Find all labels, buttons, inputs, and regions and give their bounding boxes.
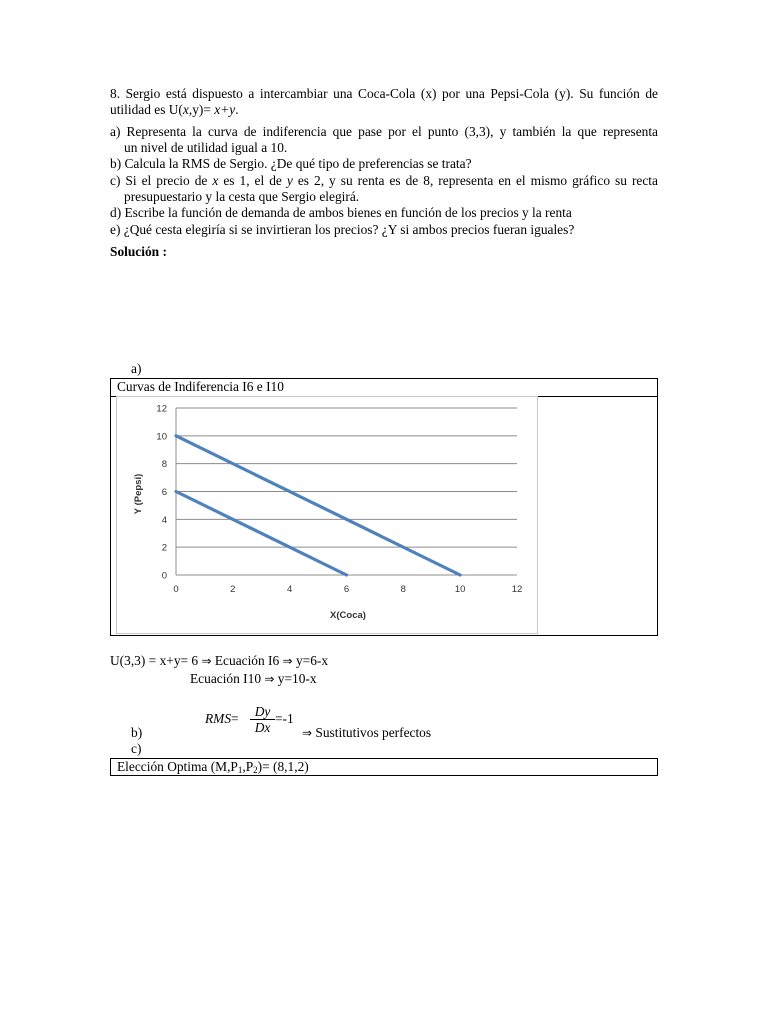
y-tick-label: 0 <box>161 570 167 582</box>
solucion-heading: Solución : <box>110 244 167 259</box>
chart-box-title: Curvas de Indiferencia I6 e I10 <box>117 379 284 394</box>
eleccion-sub1: 1 <box>237 765 243 775</box>
rms-conclusion <box>302 725 431 741</box>
section-c-label: c) <box>131 741 142 756</box>
utility-end: . <box>235 102 239 117</box>
question-c-y: y <box>286 173 293 188</box>
eleccion-optima <box>117 759 309 775</box>
y-tick-label: 8 <box>161 459 167 471</box>
equation-i6 <box>110 653 328 669</box>
question-c-text-1: c) Si el precio de <box>110 173 213 188</box>
x-tick-label: 6 <box>343 584 350 595</box>
x-axis-label: X(Coca) <box>330 610 366 621</box>
rms-text: RMS <box>205 711 232 726</box>
eleccion-box <box>110 758 658 776</box>
y-axis-label: Y (Pepsi) <box>133 473 144 515</box>
section-b-label: b) <box>131 725 143 740</box>
utility-prefix: utilidad es U( <box>110 102 183 117</box>
indifference-chart <box>116 396 538 634</box>
implies-arrow: ⇒ <box>201 654 212 668</box>
eq1-mid: Ecuación I6 <box>211 653 283 668</box>
rms-label <box>205 711 239 727</box>
eq1-left: U(3,3) = x+y= 6 <box>110 653 202 668</box>
y-tick-label: 2 <box>161 542 167 554</box>
rms-fraction <box>250 704 275 735</box>
question-c-x: x <box>212 173 219 188</box>
question-d: d) Escribe la función de demanda de ambos bienes en función de los precios y la renta <box>110 205 572 220</box>
utility-formula: x+y <box>214 102 236 117</box>
eq1-right: y=6-x <box>292 653 329 668</box>
implies-arrow: ⇒ <box>264 672 275 686</box>
rms-result: =-1 <box>275 711 294 726</box>
equation-i10 <box>190 671 317 687</box>
x-tick-label: 10 <box>454 584 466 595</box>
question-c-line-1 <box>110 173 658 189</box>
x-tick-label: 0 <box>173 584 179 595</box>
eleccion-prefix: Elección Optima (M,P <box>117 759 238 774</box>
y-tick-label: 12 <box>156 403 167 415</box>
eleccion-mid: ,P <box>242 759 254 774</box>
conclusion-text: Sustitutivos perfectos <box>312 725 432 740</box>
eleccion-sub2: 2 <box>253 765 258 775</box>
question-e: e) ¿Qué cesta elegiría si se invirtieran los precios? ¿Y si ambos precios fueran iguales? <box>110 222 575 237</box>
question-b: b) Calcula la RMS de Sergio. ¿De qué tipo de preferencias se trata? <box>110 156 472 171</box>
question-a-line-2: un nivel de utilidad igual a 10. <box>124 140 288 155</box>
x-tick-label: 4 <box>287 584 293 595</box>
problem-line-2 <box>110 102 658 118</box>
y-tick-label: 4 <box>161 514 167 526</box>
fraction-denominator: Dx <box>254 720 271 735</box>
eq2-left: Ecuación I10 <box>190 671 265 686</box>
eleccion-suffix: )= (8,1,2) <box>257 759 309 774</box>
utility-x: x <box>182 102 189 117</box>
question-c-line-2: presupuestario y la cesta que Sergio elegirá. <box>124 189 360 204</box>
y-tick-label: 6 <box>161 487 167 498</box>
chart-frame <box>117 397 538 634</box>
section-a-label: a) <box>131 361 142 376</box>
question-c-text-3: es 2, y su renta es de 8, representa en el mismo gráfico su recta <box>292 173 658 188</box>
problem-line-1: 8. Sergio está dispuesto a intercambiar una Coca-Cola (x) por una Pepsi-Cola (y). Su función de <box>110 86 658 101</box>
y-tick-label: 10 <box>156 431 167 443</box>
question-c-text-2: es 1, el de <box>218 173 287 188</box>
fraction-numerator: Dy <box>254 704 271 719</box>
question-a-line-1: a) Representa la curva de indiferencia que pase por el punto (3,3), y también la que representa <box>110 124 658 139</box>
implies-arrow: ⇒ <box>302 726 313 740</box>
rms-equals: = <box>231 711 239 726</box>
x-tick-label: 8 <box>400 584 406 595</box>
utility-mid: ,y)= <box>188 102 215 117</box>
eq2-right: y=10-x <box>274 671 317 686</box>
x-tick-label: 2 <box>230 584 236 595</box>
x-tick-label: 12 <box>511 584 523 595</box>
implies-arrow: ⇒ <box>282 654 293 668</box>
